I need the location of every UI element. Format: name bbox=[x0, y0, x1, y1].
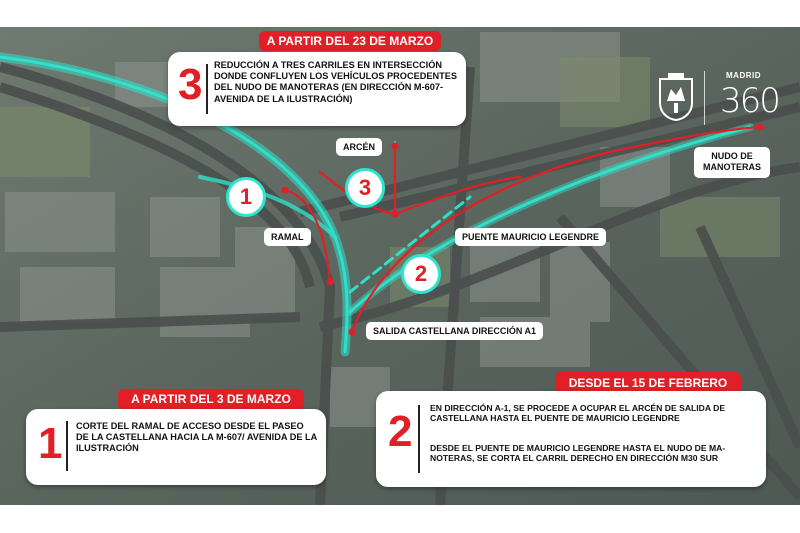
phase1-number: 1 bbox=[38, 419, 63, 468]
phase3-card bbox=[168, 52, 466, 126]
phase2-text-b: DESDE EL PUENTE DE MAURICIO LEGENDRE HASTA EL NUDO DE MA-NOTERAS, SE CORTA EL CARRIL DERECHO EN DIRECCIÓN M30 SUR bbox=[430, 443, 726, 464]
phase1-divider bbox=[66, 421, 68, 471]
marker-2: 2 bbox=[401, 254, 441, 294]
madrid-360-logo bbox=[658, 69, 788, 127]
puente-label: PUENTE MAURICIO LEGENDRE bbox=[455, 228, 606, 246]
phase3-divider bbox=[206, 64, 208, 114]
phase3-number: 3 bbox=[178, 60, 203, 109]
ramal-label: RAMAL bbox=[264, 228, 311, 246]
arcen-label: ARCÉN bbox=[336, 138, 382, 156]
marker-1: 1 bbox=[226, 177, 266, 217]
madrid-coat-of-arms-icon bbox=[658, 73, 694, 121]
phase1-text: CORTE DEL RAMAL DE ACCESO DESDE EL PASEO DE LA CASTELLANA HACIA LA M-607/ AVENIDA DE LA ILUSTRACIÓN bbox=[76, 421, 317, 454]
phase2-card bbox=[376, 391, 766, 487]
logo-city-text: MADRID bbox=[726, 71, 761, 80]
salida-label: SALIDA CASTELLANA DIRECCIÓN A1 bbox=[366, 322, 543, 340]
logo-year-text: 360 bbox=[720, 81, 779, 121]
phase3-date-tag: A PARTIR DEL 23 DE MARZO bbox=[259, 31, 441, 51]
marker-3: 3 bbox=[345, 168, 385, 208]
phase2-number: 2 bbox=[388, 407, 413, 456]
nudo-label-text: NUDO DE MANOTERAS bbox=[703, 151, 761, 173]
phase2-divider bbox=[418, 405, 420, 473]
phase3-text: REDUCCIÓN A TRES CARRILES EN INTERSECCIÓN DONDE CONFLUYEN LOS VEHÍCULOS PROCEDENTES DEL NUDO DE MANOTERAS (EN DIRECCIÓN M-607-AVENIDA DE LA ILUSTRACIÓN) bbox=[214, 60, 457, 104]
phase1-date-tag: A PARTIR DEL 3 DE MARZO bbox=[118, 389, 304, 410]
logo-separator bbox=[704, 71, 705, 125]
phase2-date-tag: DESDE EL 15 DE FEBRERO bbox=[555, 372, 741, 394]
phase2-text-a: EN DIRECCIÓN A-1, SE PROCEDE A OCUPAR EL ARCÉN DE SALIDA DE CASTELLANA HASTA EL PUENTE DE MAURICIO LEGENDRE bbox=[430, 403, 726, 424]
phase1-card bbox=[26, 409, 326, 485]
nudo-label bbox=[694, 147, 770, 178]
